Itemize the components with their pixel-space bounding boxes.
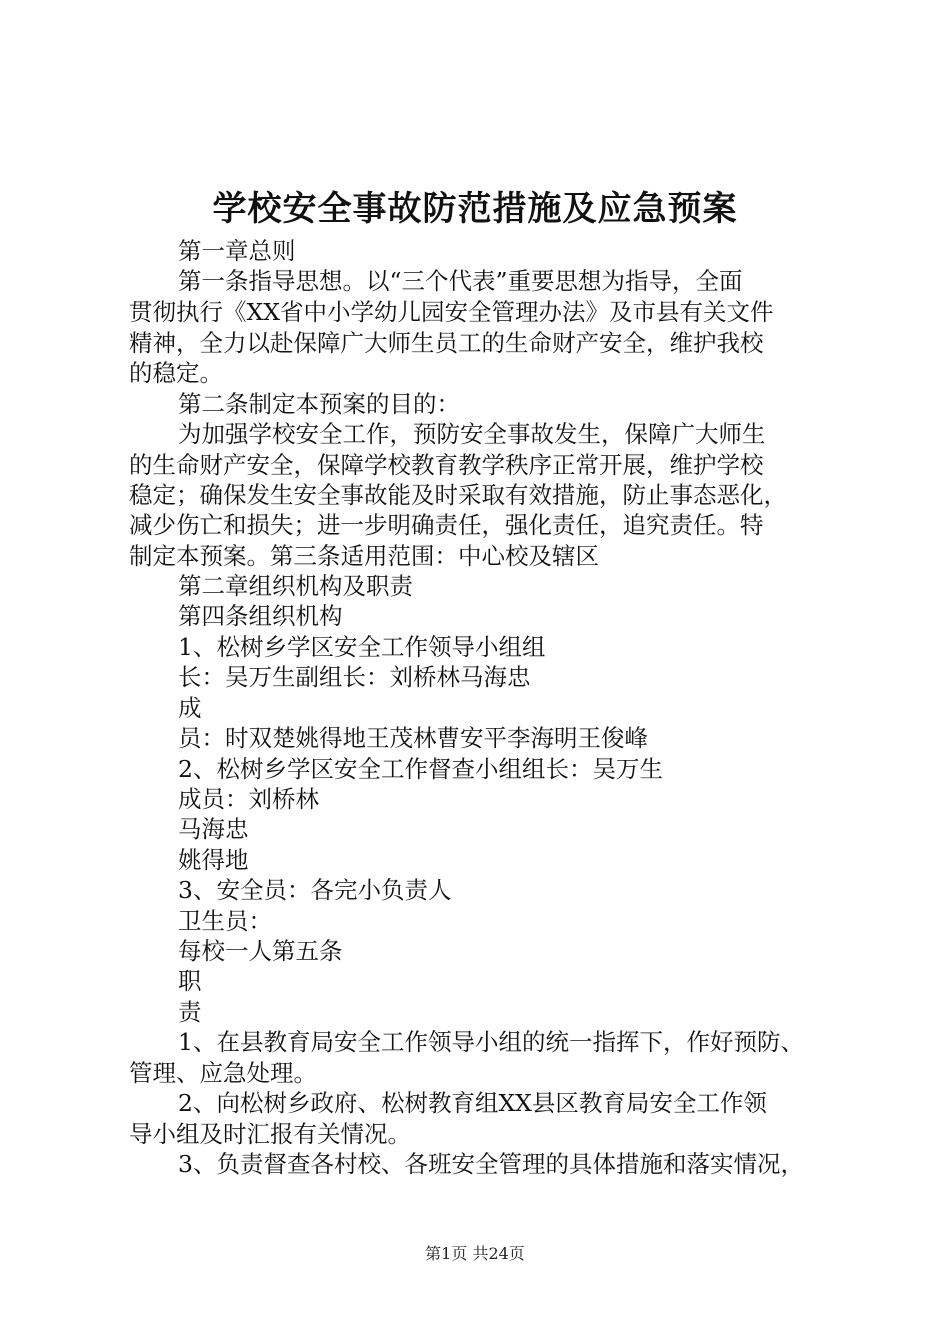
text-line: 长：吴万生副组长：刘桥林马海忠 [178,663,531,691]
text-line: 卫生员： [178,907,272,935]
text-line: 的生命财产安全，保障学校教育教学秩序正常开展，维护学校 [129,451,764,479]
text-line: 员：时双楚姚得地王茂林曹安平李海明王俊峰 [178,724,648,752]
text-line: 第二章组织机构及职责 [178,572,413,600]
text-line: 稳定；确保发生安全事故能及时采取有效措施，防止事态恶化， [129,481,787,509]
text-line: 成 [178,694,202,722]
text-line: 每校一人第五条 [178,937,343,965]
text-line: 责 [178,998,202,1026]
text-line: 的稳定。 [129,359,223,387]
text-line: 1、在县教育局安全工作领导小组的统一指挥下，作好预防、 [178,1028,804,1056]
text-line: 精神，全力以赴保障广大师生员工的生命财产安全，维护我校 [129,329,764,357]
text-line: 1、松树乡学区安全工作领导小组组 [178,633,546,661]
text-line: 为加强学校安全工作，预防安全事故发生，保障广大师生 [178,420,766,448]
text-line: 第二条制定本预案的目的： [178,390,460,418]
text-line: 成员：刘桥林 [178,785,319,813]
document-title: 学校安全事故防范措施及应急预案 [212,189,738,229]
text-line: 贯彻执行《XX省中小学幼儿园安全管理办法》及市县有关文件 [129,298,774,326]
page-footer: 第1页 共24页 [425,1244,525,1263]
text-line: 导小组及时汇报有关情况。 [129,1120,411,1148]
text-line: 管理、应急处理。 [129,1059,317,1087]
text-line: 2、松树乡学区安全工作督查小组组长：吴万生 [178,755,663,783]
text-line: 姚得地 [178,846,249,874]
text-line: 减少伤亡和损失；进一步明确责任，强化责任，追究责任。特 [129,511,764,539]
text-line: 马海忠 [178,815,249,843]
text-line: 第一条指导思想。以“三个代表”重要思想为指导，全面 [178,267,743,295]
text-line: 3、安全员：各完小负责人 [178,876,452,904]
text-line: 职 [178,967,202,995]
text-line: 2、向松树乡政府、松树教育组XX县区教育局安全工作领 [178,1089,767,1117]
text-line: 3、负责督查各村校、各班安全管理的具体措施和落实情况， [178,1150,804,1178]
text-line: 第一章总则 [178,237,296,265]
text-line: 第四条组织机构 [178,602,343,630]
text-line: 制定本预案。第三条适用范围：中心校及辖区 [129,542,599,570]
